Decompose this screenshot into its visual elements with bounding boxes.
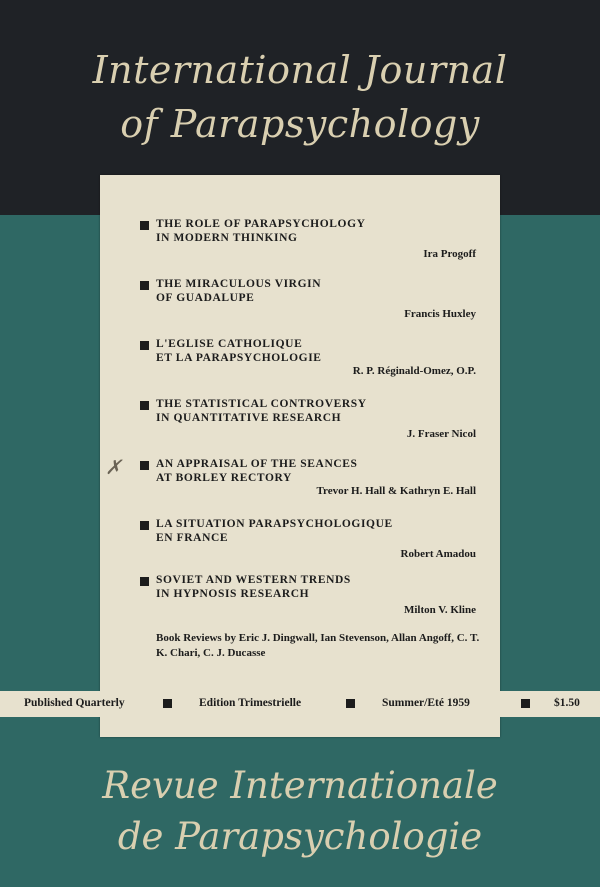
article-6: [140, 517, 476, 561]
article-title: THE MIRACULOUS VIRGIN OF GUADALUPE: [156, 278, 322, 304]
issue-date: Summer/Eté 1959: [382, 697, 470, 709]
bullet-square-icon: [140, 341, 149, 350]
article-title: THE ROLE OF PARAPSYCHOLOGY IN MODERN THINKING: [156, 218, 366, 244]
bullet-square-icon: [140, 577, 149, 586]
article-author: Milton V. Kline: [403, 604, 476, 616]
bullet-square-icon: [140, 521, 149, 530]
article-7: [140, 573, 476, 617]
article-title: SOVIET AND WESTERN TRENDS IN HYPNOSIS RESEARCH: [156, 574, 351, 600]
article-2: [140, 277, 476, 321]
bullet-square-icon: [140, 401, 149, 410]
journal-title-english: International Journal: [92, 48, 508, 92]
article-title: L'EGLISE CATHOLIQUE ET LA PARAPSYCHOLOGIE: [156, 338, 322, 364]
article-5: [140, 457, 476, 498]
article-author: Ira Progoff: [423, 248, 476, 260]
article-author: Francis Huxley: [404, 308, 476, 320]
edition-trimestrielle: Edition Trimestrielle: [199, 697, 302, 709]
journal-title-english-line2: of Parapsychology: [120, 102, 480, 146]
contents-panel: [100, 175, 500, 737]
journal-title-french-line2: de Parapsychologie: [117, 815, 483, 858]
publication-strip: [0, 691, 600, 717]
article-title: THE STATISTICAL CONTROVERSY IN QUANTITATIVE RESEARCH: [156, 398, 367, 424]
handwritten-mark-icon: ✗: [105, 455, 122, 479]
article-title: AN APPRAISAL OF THE SEANCES AT BORLEY RECTORY: [156, 458, 358, 484]
separator-square-icon: [521, 699, 530, 708]
published-quarterly: Published Quarterly: [24, 697, 125, 709]
article-4: [140, 397, 476, 441]
bullet-square-icon: [140, 221, 149, 230]
article-author: J. Fraser Nicol: [406, 428, 476, 440]
article-title: LA SITUATION PARAPSYCHOLOGIQUE EN FRANCE: [156, 518, 393, 544]
article-author: Trevor H. Hall & Kathryn E. Hall: [316, 485, 476, 497]
separator-square-icon: [163, 699, 172, 708]
bullet-square-icon: [140, 281, 149, 290]
book-reviews: Book Reviews by Eric J. Dingwall, Ian Stevenson, Allan Angoff, C. T. K. Chari, C. J. Ducasse: [156, 632, 480, 659]
bullet-square-icon: [140, 461, 149, 470]
article-author: R. P. Réginald-Omez, O.P.: [352, 365, 476, 377]
article-1: [140, 217, 476, 261]
article-3: [140, 337, 476, 378]
journal-title-french: Revue Internationale: [102, 764, 498, 807]
separator-square-icon: [346, 699, 355, 708]
article-author: Robert Amadou: [400, 548, 476, 560]
price: $1.50: [554, 697, 580, 709]
